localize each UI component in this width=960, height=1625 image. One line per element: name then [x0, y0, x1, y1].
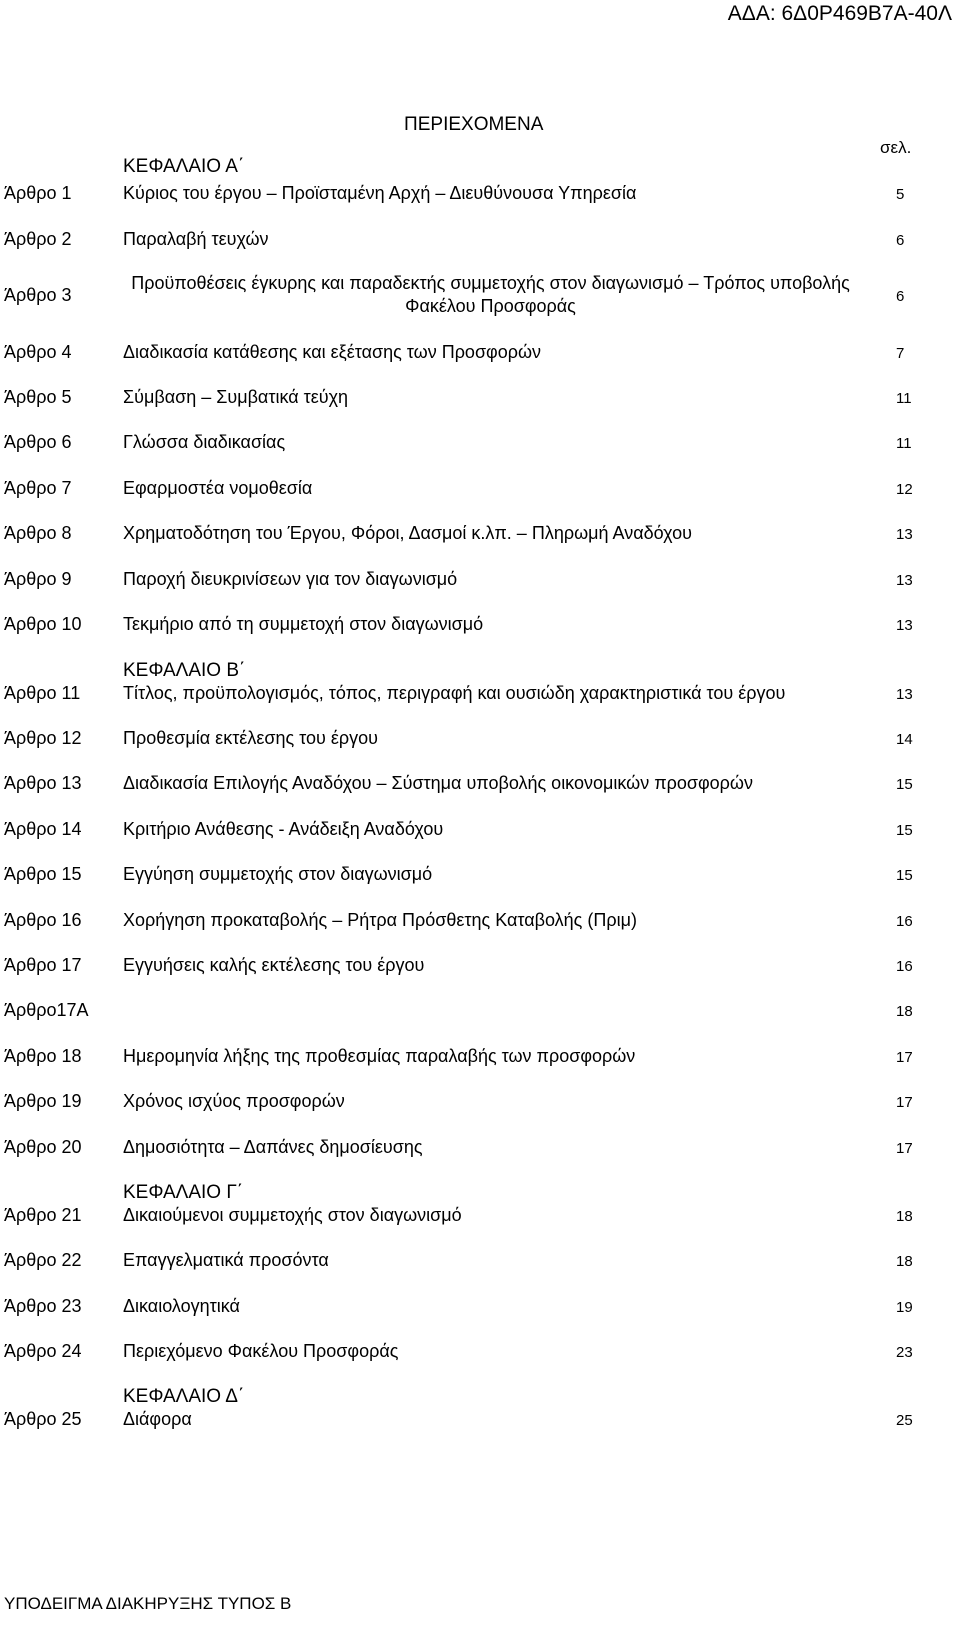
article-title: Ημερομηνία λήξης της προθεσμίας παραλαβής των προσφορών — [123, 1046, 636, 1066]
article-title: Περιεχόμενο Φακέλου Προσφοράς — [123, 1341, 399, 1361]
footer-text: ΥΠΟΔΕΙΓΜΑ ΔΙΑΚΗΡΥΞΗΣ ΤΥΠΟΣ Β — [4, 1594, 292, 1613]
article-number: Άρθρο 12 — [4, 728, 82, 748]
page-number: 16 — [896, 958, 913, 975]
page-number: 13 — [896, 617, 913, 634]
article-number: Άρθρο 3 — [4, 285, 72, 305]
page-number: 17 — [896, 1094, 913, 1111]
page-number: 6 — [896, 288, 905, 305]
article-title: Τεκμήριο από τη συμμετοχή στον διαγωνισμό — [123, 614, 484, 634]
page-number: 13 — [896, 686, 913, 703]
article-title: Εγγύηση συμμετοχής στον διαγωνισμό — [123, 864, 433, 884]
article-title: Δικαιολογητικά — [123, 1296, 240, 1316]
page-number: 19 — [896, 1299, 913, 1316]
article-title: Εγγυήσεις καλής εκτέλεσης του έργου — [123, 955, 425, 975]
article-title: Γλώσσα διαδικασίας — [123, 432, 286, 452]
article-number: Άρθρο 10 — [4, 614, 82, 634]
article-number: Άρθρο 22 — [4, 1250, 82, 1270]
page-column-label: σελ. — [880, 138, 912, 157]
page-number: 16 — [896, 913, 913, 930]
page-number: 18 — [896, 1003, 913, 1020]
article-title: Προθεσμία εκτέλεσης του έργου — [123, 728, 378, 748]
article-number: Άρθρο 8 — [4, 523, 72, 543]
chapter-heading: ΚΕΦΑΛΑΙΟ Δ΄ — [123, 1386, 245, 1407]
page-number: 25 — [896, 1412, 913, 1429]
article-title: Χορήγηση προκαταβολής – Ρήτρα Πρόσθετης Καταβολής (Πριμ) — [123, 910, 637, 930]
article-number: Άρθρο 4 — [4, 342, 72, 362]
article-title: Δημοσιότητα – Δαπάνες δημοσίευσης — [123, 1137, 423, 1157]
article-title: Εφαρμοστέα νομοθεσία — [123, 478, 313, 498]
article-number: Άρθρο 5 — [4, 387, 72, 407]
article-title: Παροχή διευκρινίσεων για τον διαγωνισμό — [123, 569, 458, 589]
article-title: Σύμβαση – Συμβατικά τεύχη — [123, 387, 349, 407]
article-title: Κριτήριο Ανάθεσης - Ανάδειξη Αναδόχου — [123, 819, 444, 839]
article-number: Άρθρο 15 — [4, 864, 82, 884]
article-title: Διαδικασία Επιλογής Αναδόχου – Σύστημα υποβολής οικονομικών προσφορών — [123, 773, 753, 793]
article-number: Άρθρο 13 — [4, 773, 82, 793]
page-number: 18 — [896, 1253, 913, 1270]
article-number: Άρθρο 2 — [4, 229, 72, 249]
article-number: Άρθρο 17 — [4, 955, 82, 975]
page-number: 14 — [896, 731, 913, 748]
article-title: Χρόνος ισχύος προσφορών — [123, 1091, 345, 1111]
page-number: 17 — [896, 1049, 913, 1066]
article-number: Άρθρο 20 — [4, 1137, 82, 1157]
article-number: Άρθρο17Α — [4, 1000, 89, 1020]
page-number: 15 — [896, 822, 913, 839]
article-number: Άρθρο 16 — [4, 910, 82, 930]
article-title: Προϋποθέσεις έγκυρης και παραδεκτής συμμετοχής στον διαγωνισμό – Τρόπος υποβολής Φακέλου Προσφοράς — [131, 273, 850, 316]
page-number: 17 — [896, 1140, 913, 1157]
article-title: Κύριος του έργου – Προϊσταμένη Αρχή – Διευθύνουσα Υπηρεσία — [123, 183, 637, 203]
article-title: Τίτλος, προϋπολογισμός, τόπος, περιγραφή και ουσιώδη χαρακτηριστικά του έργου — [123, 683, 786, 703]
article-title: Παραλαβή τευχών — [123, 229, 269, 249]
article-title: Χρηματοδότηση του Έργου, Φόροι, Δασμοί κ.λπ. – Πληρωμή Αναδόχου — [123, 523, 692, 543]
article-number: Άρθρο 19 — [4, 1091, 82, 1111]
chapter-heading: ΚΕΦΑΛΑΙΟ Γ΄ — [123, 1182, 244, 1203]
page-number: 5 — [896, 186, 905, 203]
article-number: Άρθρο 14 — [4, 819, 82, 839]
page-number: 12 — [896, 481, 913, 498]
page-number: 18 — [896, 1208, 913, 1225]
article-number: Άρθρο 21 — [4, 1205, 82, 1225]
page-number: 13 — [896, 572, 913, 589]
article-title: Επαγγελματικά προσόντα — [123, 1250, 329, 1270]
article-number: Άρθρο 23 — [4, 1296, 82, 1316]
page-number: 6 — [896, 232, 905, 249]
page-number: 7 — [896, 345, 905, 362]
article-title: Δικαιούμενοι συμμετοχής στον διαγωνισμό — [123, 1205, 462, 1225]
chapter-heading: ΚΕΦΑΛΑΙΟ Α΄ — [123, 156, 245, 177]
article-number: Άρθρο 9 — [4, 569, 72, 589]
page-number: 23 — [896, 1344, 913, 1361]
page-number: 13 — [896, 526, 913, 543]
article-number: Άρθρο 6 — [4, 432, 72, 452]
article-number: Άρθρο 25 — [4, 1409, 82, 1429]
article-number: Άρθρο 11 — [4, 683, 81, 703]
article-number: Άρθρο 18 — [4, 1046, 82, 1066]
article-title: Διάφορα — [123, 1409, 192, 1429]
toc-title: ΠΕΡΙΕΧΟΜΕΝΑ — [404, 114, 544, 135]
article-number: Άρθρο 7 — [4, 478, 72, 498]
page-number: 11 — [896, 435, 912, 452]
article-title: Διαδικασία κατάθεσης και εξέτασης των Προσφορών — [123, 342, 542, 362]
page-number: 15 — [896, 776, 913, 793]
ada-code: ΑΔΑ: 6Δ0Ρ469Β7Α-40Λ — [727, 2, 952, 25]
page-number: 11 — [896, 390, 912, 407]
article-number: Άρθρο 1 — [4, 183, 72, 203]
page-number: 15 — [896, 867, 913, 884]
chapter-heading: ΚΕΦΑΛΑΙΟ Β΄ — [123, 660, 246, 681]
article-number: Άρθρο 24 — [4, 1341, 82, 1361]
